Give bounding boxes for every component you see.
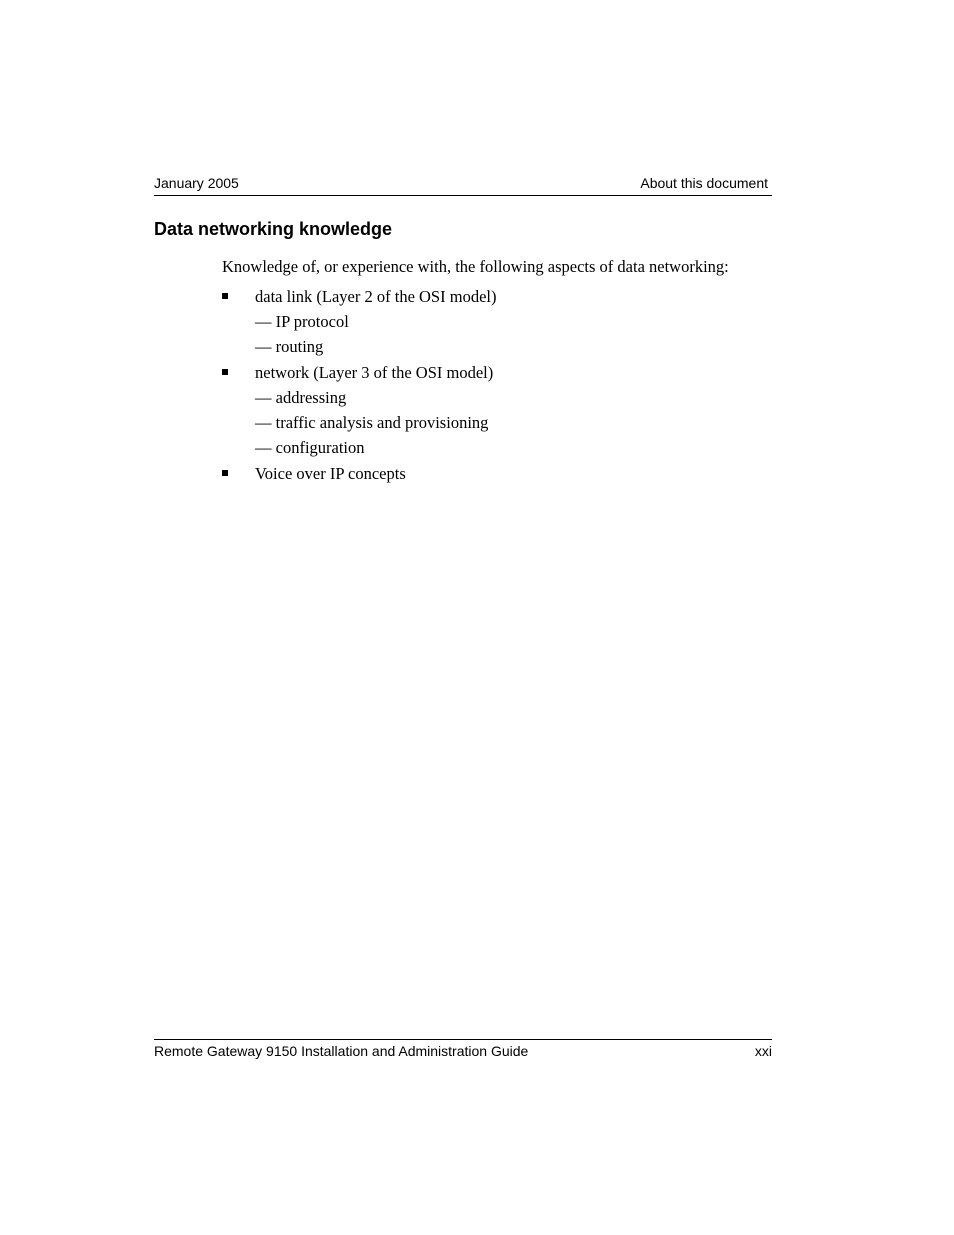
sub-list-item: — addressing	[255, 388, 347, 407]
square-bullet-icon	[222, 293, 228, 299]
square-bullet-icon	[222, 369, 228, 375]
sub-list	[255, 387, 496, 462]
sub-list-item: — IP protocol	[255, 312, 349, 331]
list-item-text: data link (Layer 2 of the OSI model)	[255, 287, 497, 306]
bullet-list	[222, 286, 496, 489]
section-title: Data networking knowledge	[154, 219, 393, 239]
footer-title: Remote Gateway 9150 Installation and Administration Guide	[154, 1043, 529, 1059]
list-item	[222, 362, 496, 462]
intro-paragraph: Knowledge of, or experience with, the following aspects of data networking:	[222, 257, 729, 276]
list-item	[222, 463, 496, 488]
list-item-text: Voice over IP concepts	[255, 464, 406, 483]
running-footer	[154, 1039, 772, 1062]
list-item	[222, 286, 496, 361]
header-date: January 2005	[154, 175, 239, 191]
sub-list-item: — configuration	[255, 438, 365, 457]
header-section: About this document	[640, 175, 768, 191]
sub-list-item: — routing	[255, 337, 324, 356]
square-bullet-icon	[222, 470, 228, 476]
sub-list	[255, 311, 496, 361]
running-header	[154, 174, 772, 196]
sub-list-item: — traffic analysis and provisioning	[255, 413, 489, 432]
list-item-text: network (Layer 3 of the OSI model)	[255, 363, 494, 382]
page-number: xxi	[754, 1043, 772, 1059]
